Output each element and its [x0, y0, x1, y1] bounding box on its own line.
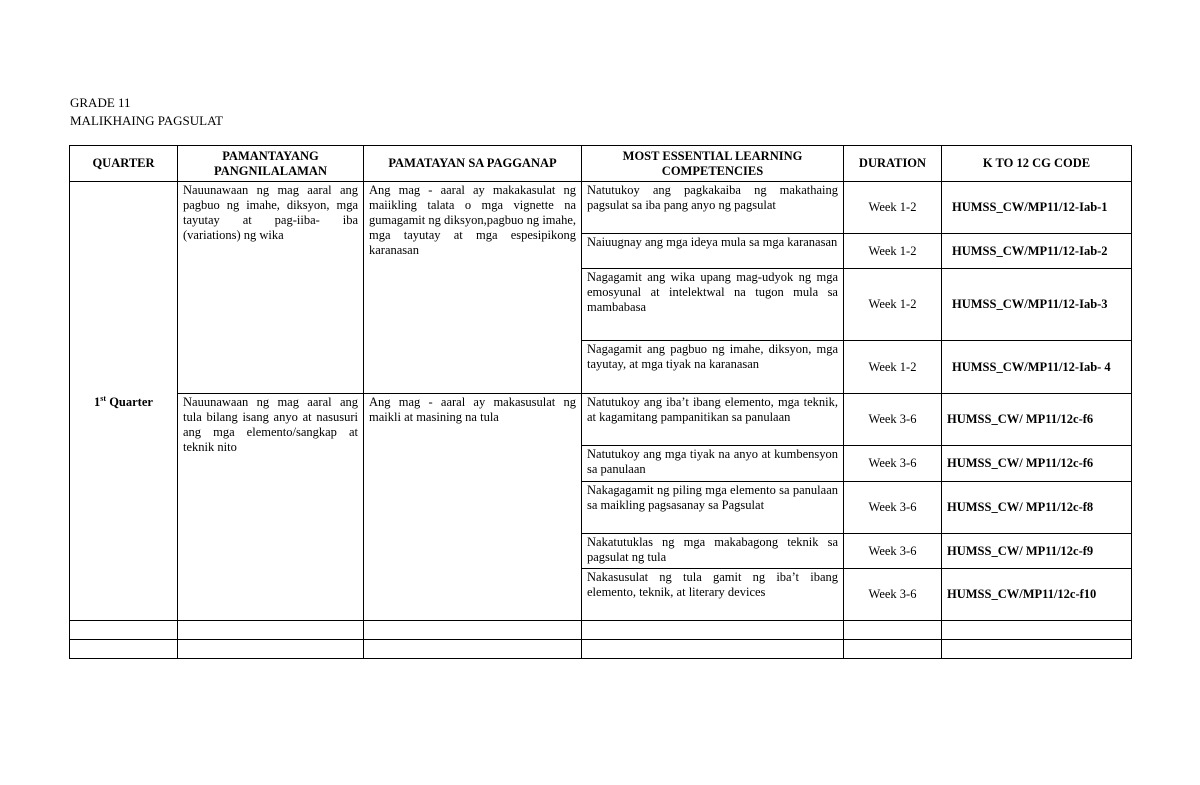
duration-cell: Week 1-2 — [844, 341, 942, 394]
competency-cell: Nakasusulat ng tula gamit ng iba’t ibang elemento, teknik, at literary devices — [582, 569, 844, 621]
header-content-standard: PAMANTAYANG PANGNILALAMAN — [178, 146, 364, 182]
duration-cell: Week 3-6 — [844, 534, 942, 569]
duration-cell: Week 1-2 — [844, 234, 942, 269]
performance-standard-cell: Ang mag - aaral ay makakasulat ng maiikling talata o mga vignette na gumagamit ng diksyon,pagbuo ng imahe, mga tayutay at mga espesipikong karanasan — [364, 182, 582, 394]
competency-cell: Natutukoy ang iba’t ibang elemento, mga teknik, at kagamitang pampanitikan sa panulaan — [582, 394, 844, 446]
grade-label: GRADE 11 — [70, 95, 131, 110]
quarter-word: Quarter — [106, 395, 153, 410]
quarter-number: 1 — [94, 395, 101, 410]
code-cell: HUMSS_CW/ MP11/12c-f6 — [942, 394, 1132, 446]
code-cell: HUMSS_CW/MP11/12-Iab- 4 — [942, 341, 1132, 394]
empty-cell — [364, 621, 582, 640]
subject-title: MALIKHAING PAGSULAT — [70, 113, 223, 128]
quarter-cell — [70, 182, 178, 621]
duration-cell: Week 3-6 — [844, 446, 942, 482]
curriculum-table — [69, 145, 1132, 659]
table-row — [70, 394, 1132, 446]
competency-cell: Naiuugnay ang mga ideya mula sa mga karanasan — [582, 234, 844, 269]
empty-cell — [582, 621, 844, 640]
competency-cell: Nakagagamit ng piling mga elemento sa panulaan sa maikling pagsasanay sa Pagsulat — [582, 482, 844, 534]
quarter-ordinal: st — [100, 394, 107, 404]
duration-cell: Week 1-2 — [844, 269, 942, 341]
content-standard-cell: Nauunawaan ng mag aaral ang pagbuo ng imahe, diksyon, mga tayutay at pag-iiba- iba (variations) ng wika — [178, 182, 364, 394]
competency-cell: Nakatutuklas ng mga makabagong teknik sa pagsulat ng tula — [582, 534, 844, 569]
competency-cell: Nagagamit ang wika upang mag-udyok ng mga emosyunal at intelektwal na tugon mula sa mambabasa — [582, 269, 844, 341]
header-row — [70, 146, 1132, 182]
duration-cell: Week 3-6 — [844, 569, 942, 621]
header-code: K TO 12 CG CODE — [942, 146, 1132, 182]
empty-cell — [178, 640, 364, 659]
code-cell: HUMSS_CW/MP11/12-Iab-1 — [942, 182, 1132, 234]
code-cell: HUMSS_CW/ MP11/12c-f6 — [942, 446, 1132, 482]
content-standard-cell: Nauunawaan ng mag aaral ang tula bilang isang anyo at nasusuri ang mga elemento/sangkap at teknik nito — [178, 394, 364, 621]
header-quarter: QUARTER — [70, 146, 178, 182]
header-performance-standard: PAMATAYAN SA PAGGANAP — [364, 146, 582, 182]
table-row — [70, 182, 1132, 234]
empty-cell — [582, 640, 844, 659]
duration-cell: Week 1-2 — [844, 182, 942, 234]
competency-cell: Natutukoy ang mga tiyak na anyo at kumbensyon sa panulaan — [582, 446, 844, 482]
code-cell: HUMSS_CW/MP11/12c-f10 — [942, 569, 1132, 621]
empty-cell — [364, 640, 582, 659]
empty-cell — [844, 621, 942, 640]
empty-row — [70, 621, 1132, 640]
performance-standard-cell: Ang mag - aaral ay makasusulat ng maikli at masining na tula — [364, 394, 582, 621]
code-cell: HUMSS_CW/MP11/12-Iab-3 — [942, 269, 1132, 341]
competency-cell: Natutukoy ang pagkakaiba ng makathaing pagsulat sa iba pang anyo ng pagsulat — [582, 182, 844, 234]
code-cell: HUMSS_CW/MP11/12-Iab-2 — [942, 234, 1132, 269]
header-duration: DURATION — [844, 146, 942, 182]
competency-cell: Nagagamit ang pagbuo ng imahe, diksyon, mga tayutay, at mga tiyak na karanasan — [582, 341, 844, 394]
empty-cell — [70, 621, 178, 640]
duration-cell: Week 3-6 — [844, 482, 942, 534]
code-cell: HUMSS_CW/ MP11/12c-f8 — [942, 482, 1132, 534]
duration-cell: Week 3-6 — [844, 394, 942, 446]
empty-cell — [178, 621, 364, 640]
empty-cell — [942, 640, 1132, 659]
code-cell: HUMSS_CW/ MP11/12c-f9 — [942, 534, 1132, 569]
header-competencies: MOST ESSENTIAL LEARNING COMPETENCIES — [582, 146, 844, 182]
empty-cell — [844, 640, 942, 659]
empty-row — [70, 640, 1132, 659]
empty-cell — [70, 640, 178, 659]
empty-cell — [942, 621, 1132, 640]
